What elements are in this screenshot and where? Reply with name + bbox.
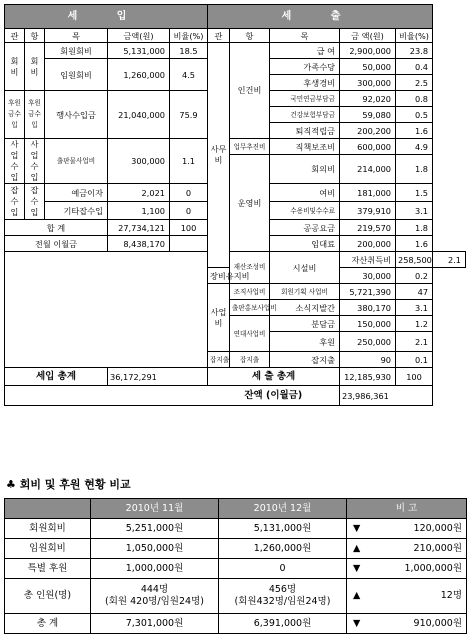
expense-amt-16: 150,000 <box>340 316 396 332</box>
income-r2-pct: 4.5 <box>170 59 208 91</box>
compare-label: 특별 후원 <box>5 559 91 579</box>
expense-pct-6: 4.9 <box>396 139 433 155</box>
income-r5-pct: 0 <box>170 184 208 202</box>
expense-h-business: 업무추진비 <box>230 139 270 155</box>
arrow-down-icon: ▼ <box>353 562 361 574</box>
expense-amt-0: 2,900,000 <box>340 43 396 59</box>
expense-pct-2: 2.5 <box>396 75 433 91</box>
expense-header: 세 출 <box>208 5 433 29</box>
expense-amt-12: 258,500 <box>396 252 433 268</box>
expense-pct-0: 23.8 <box>396 43 433 59</box>
expense-grand-amt: 12,185,930 <box>340 368 396 386</box>
expense-mok-12: 자산취득비 <box>340 252 396 268</box>
compare-dec: 456명 <box>268 584 297 595</box>
expense-pct-3: 0.8 <box>396 91 433 107</box>
income-g3: 사업수입 <box>5 139 25 184</box>
expense-amt-8: 181,000 <box>340 184 396 202</box>
expense-amt-5: 200,200 <box>340 123 396 139</box>
income-carry-amt: 8,438,170 <box>108 236 170 252</box>
income-g4: 잡수입 <box>5 184 25 220</box>
col-ratio: 비율(%) <box>170 29 208 43</box>
compare-label: 총 인원(명) <box>5 579 91 614</box>
expense-pct-8: 1.5 <box>396 184 433 202</box>
col-mok-exp: 목 <box>270 29 340 43</box>
expense-mok-2: 후생경비 <box>270 75 340 91</box>
expense-pct-9: 3.1 <box>396 202 433 220</box>
expense-pct-12: 2.1 <box>433 252 466 268</box>
compare-header-nov: 2010년 11월 <box>91 499 219 519</box>
expense-mok-15: 소식지발간 <box>270 300 340 316</box>
expense-g1: 사무비 <box>208 43 230 268</box>
income-h3: 사업수입 <box>25 139 45 184</box>
expense-pct-18: 0.1 <box>396 352 433 368</box>
income-r6-amt: 1,100 <box>108 202 170 220</box>
balance-amt: 23,986,361 <box>340 386 433 406</box>
compare-note: 1,000,000원 <box>404 562 462 574</box>
expense-pct-1: 0.4 <box>396 59 433 75</box>
expense-amt-7: 214,000 <box>340 155 396 184</box>
income-grand-amt: 36,172,291 <box>108 368 208 386</box>
compare-header-note: 비 고 <box>347 499 467 519</box>
expense-h-solid: 연대사업비 <box>230 316 270 352</box>
balance-label: 잔액 (이월금) <box>208 386 340 406</box>
col-gwan: 관 <box>5 29 25 43</box>
income-h2: 후원금수입 <box>25 91 45 139</box>
compare-header-dec: 2010년 12월 <box>219 499 347 519</box>
expense-h-operation: 운영비 <box>230 155 270 252</box>
compare-dec: 1,260,000원 <box>219 539 347 559</box>
expense-h-facility: 시설비 <box>270 252 340 284</box>
expense-mok-14: 회원기획 사업비 <box>270 284 340 300</box>
income-carry-label: 전월 이월금 <box>5 236 108 252</box>
expense-amt-2: 300,000 <box>340 75 396 91</box>
col-gwan-exp: 관 <box>208 29 230 43</box>
compare-note: 120,000원 <box>413 522 462 534</box>
compare-label: 회원회비 <box>5 519 91 539</box>
compare-label: 총 계 <box>5 614 91 634</box>
compare-nov: 7,301,000원 <box>91 614 219 634</box>
income-blank <box>5 252 208 368</box>
expense-pct-17: 2.1 <box>396 332 433 352</box>
expense-mok-5: 퇴직적립금 <box>270 123 340 139</box>
arrow-down-icon: ▼ <box>353 617 361 629</box>
expense-pct-7: 1.8 <box>396 155 433 184</box>
expense-mok-8: 여비 <box>270 184 340 202</box>
expense-pct-10: 1.8 <box>396 220 433 236</box>
expense-mok-18: 잡지출 <box>270 352 340 368</box>
expense-amt-14: 5,721,390 <box>340 284 396 300</box>
income-r3-pct: 75.9 <box>170 91 208 139</box>
expense-amt-10: 219,570 <box>340 220 396 236</box>
expense-amt-6: 600,000 <box>340 139 396 155</box>
income-r6-pct: 0 <box>170 202 208 220</box>
expense-pct-4: 0.5 <box>396 107 433 123</box>
arrow-up-icon: ▲ <box>353 590 361 601</box>
col-hang: 항 <box>25 29 45 43</box>
income-r3-mok: 행사수입금 <box>45 91 108 139</box>
compare-note: 210,000원 <box>413 542 462 554</box>
compare-nov: 1,050,000원 <box>91 539 219 559</box>
expense-mok-16: 분담금 <box>270 316 340 332</box>
expense-h-personnel: 인건비 <box>230 43 270 139</box>
expense-pct-15: 3.1 <box>396 300 433 316</box>
compare-nov: 444명 <box>140 584 169 595</box>
expense-amt-4: 59,080 <box>340 107 396 123</box>
arrow-up-icon: ▲ <box>353 542 361 554</box>
income-grand-label: 세입 총계 <box>5 368 108 386</box>
compare-dec-detail: (회원432명/임원24명) <box>234 596 331 607</box>
compare-note: 910,000원 <box>413 617 462 629</box>
income-header: 세 입 <box>5 5 208 29</box>
income-r2-amt: 1,260,000 <box>108 59 170 91</box>
expense-pct-5: 1.6 <box>396 123 433 139</box>
expense-g3: 사업비 <box>208 284 230 352</box>
expense-amt-11: 200,000 <box>340 236 396 252</box>
expense-amt-1: 50,000 <box>340 59 396 75</box>
income-r4-pct: 1.1 <box>170 139 208 184</box>
col-amount: 금액(원) <box>108 29 170 43</box>
expense-g4: 잡지출 <box>208 352 230 368</box>
expense-mok-0: 급 여 <box>270 43 340 59</box>
income-total-amt: 27,734,121 <box>108 220 170 236</box>
compare-dec: 6,391,000원 <box>219 614 347 634</box>
expense-amt-17: 250,000 <box>340 332 396 352</box>
compare-nov: 1,000,000원 <box>91 559 219 579</box>
expense-g2: 재산조성비 <box>230 252 270 284</box>
expense-mok-1: 가족수당 <box>270 59 340 75</box>
compare-nov-detail: (회원 420명/임원24명) <box>105 596 204 607</box>
col-hang-exp: 항 <box>230 29 270 43</box>
expense-h-pub: 출판홍보사업비 <box>230 300 270 316</box>
expense-amt-3: 92,020 <box>340 91 396 107</box>
col-mok: 목 <box>45 29 108 43</box>
income-r4-mok: 출판물사업비 <box>45 139 108 184</box>
income-r3-amt: 21,040,000 <box>108 91 170 139</box>
income-r5-mok: 예금이자 <box>45 184 108 202</box>
col-ratio-exp: 비율(%) <box>396 29 433 43</box>
compare-title: ♣ 회비 및 후원 현황 비교 <box>6 478 131 491</box>
expense-grand-pct: 100 <box>396 368 433 386</box>
table-row <box>5 614 467 634</box>
income-total-label: 합 계 <box>5 220 108 236</box>
income-r2-mok: 임원회비 <box>45 59 108 91</box>
expense-pct-13: 0.2 <box>396 268 433 284</box>
expense-mok-9: 수용비및수수료 <box>270 202 340 220</box>
expense-mok-6: 직책보조비 <box>270 139 340 155</box>
expense-amt-9: 379,910 <box>340 202 396 220</box>
income-g1: 회비 <box>5 43 25 91</box>
expense-mok-3: 국민연금부담금 <box>270 91 340 107</box>
expense-mok-13: 장비유지비 <box>208 268 230 284</box>
expense-h-misc: 잡지출 <box>230 352 270 368</box>
budget-table <box>4 4 466 406</box>
expense-pct-14: 47 <box>396 284 433 300</box>
arrow-down-icon: ▼ <box>353 522 361 534</box>
expense-amt-15: 380,170 <box>340 300 396 316</box>
compare-dec: 0 <box>219 559 347 579</box>
income-r1-pct: 18.5 <box>170 43 208 59</box>
expense-mok-11: 임대료 <box>270 236 340 252</box>
income-h1: 회비 <box>25 43 45 91</box>
income-r1-mok: 회원회비 <box>45 43 108 59</box>
compare-header-0 <box>5 499 91 519</box>
income-r6-mok: 기타잡수입 <box>45 202 108 220</box>
table-row <box>5 519 467 539</box>
expense-mok-17: 후원 <box>270 332 340 352</box>
expense-grand-label: 세 출 총계 <box>208 368 340 386</box>
income-r1-amt: 5,131,000 <box>108 43 170 59</box>
table-row <box>5 559 467 579</box>
income-total-pct: 100 <box>170 220 208 236</box>
table-row <box>5 579 467 614</box>
table-row <box>5 539 467 559</box>
income-h4: 잡수입 <box>25 184 45 220</box>
compare-nov: 5,251,000원 <box>91 519 219 539</box>
income-r5-amt: 2,021 <box>108 184 170 202</box>
compare-table <box>4 498 467 634</box>
expense-mok-7: 회의비 <box>270 155 340 184</box>
col-amount-exp: 금 액(원) <box>340 29 396 43</box>
expense-pct-16: 1.2 <box>396 316 433 332</box>
expense-mok-10: 공공요금 <box>270 220 340 236</box>
income-g2: 후원금수입 <box>5 91 25 139</box>
compare-dec: 5,131,000원 <box>219 519 347 539</box>
compare-label: 임원회비 <box>5 539 91 559</box>
expense-amt-18: 90 <box>340 352 396 368</box>
expense-mok-4: 건강보험부담금 <box>270 107 340 123</box>
compare-note: 12명 <box>440 590 462 601</box>
expense-h-org: 조직사업비 <box>230 284 270 300</box>
expense-amt-13: 30,000 <box>340 268 396 284</box>
expense-pct-11: 1.6 <box>396 236 433 252</box>
income-r4-amt: 300,000 <box>108 139 170 184</box>
